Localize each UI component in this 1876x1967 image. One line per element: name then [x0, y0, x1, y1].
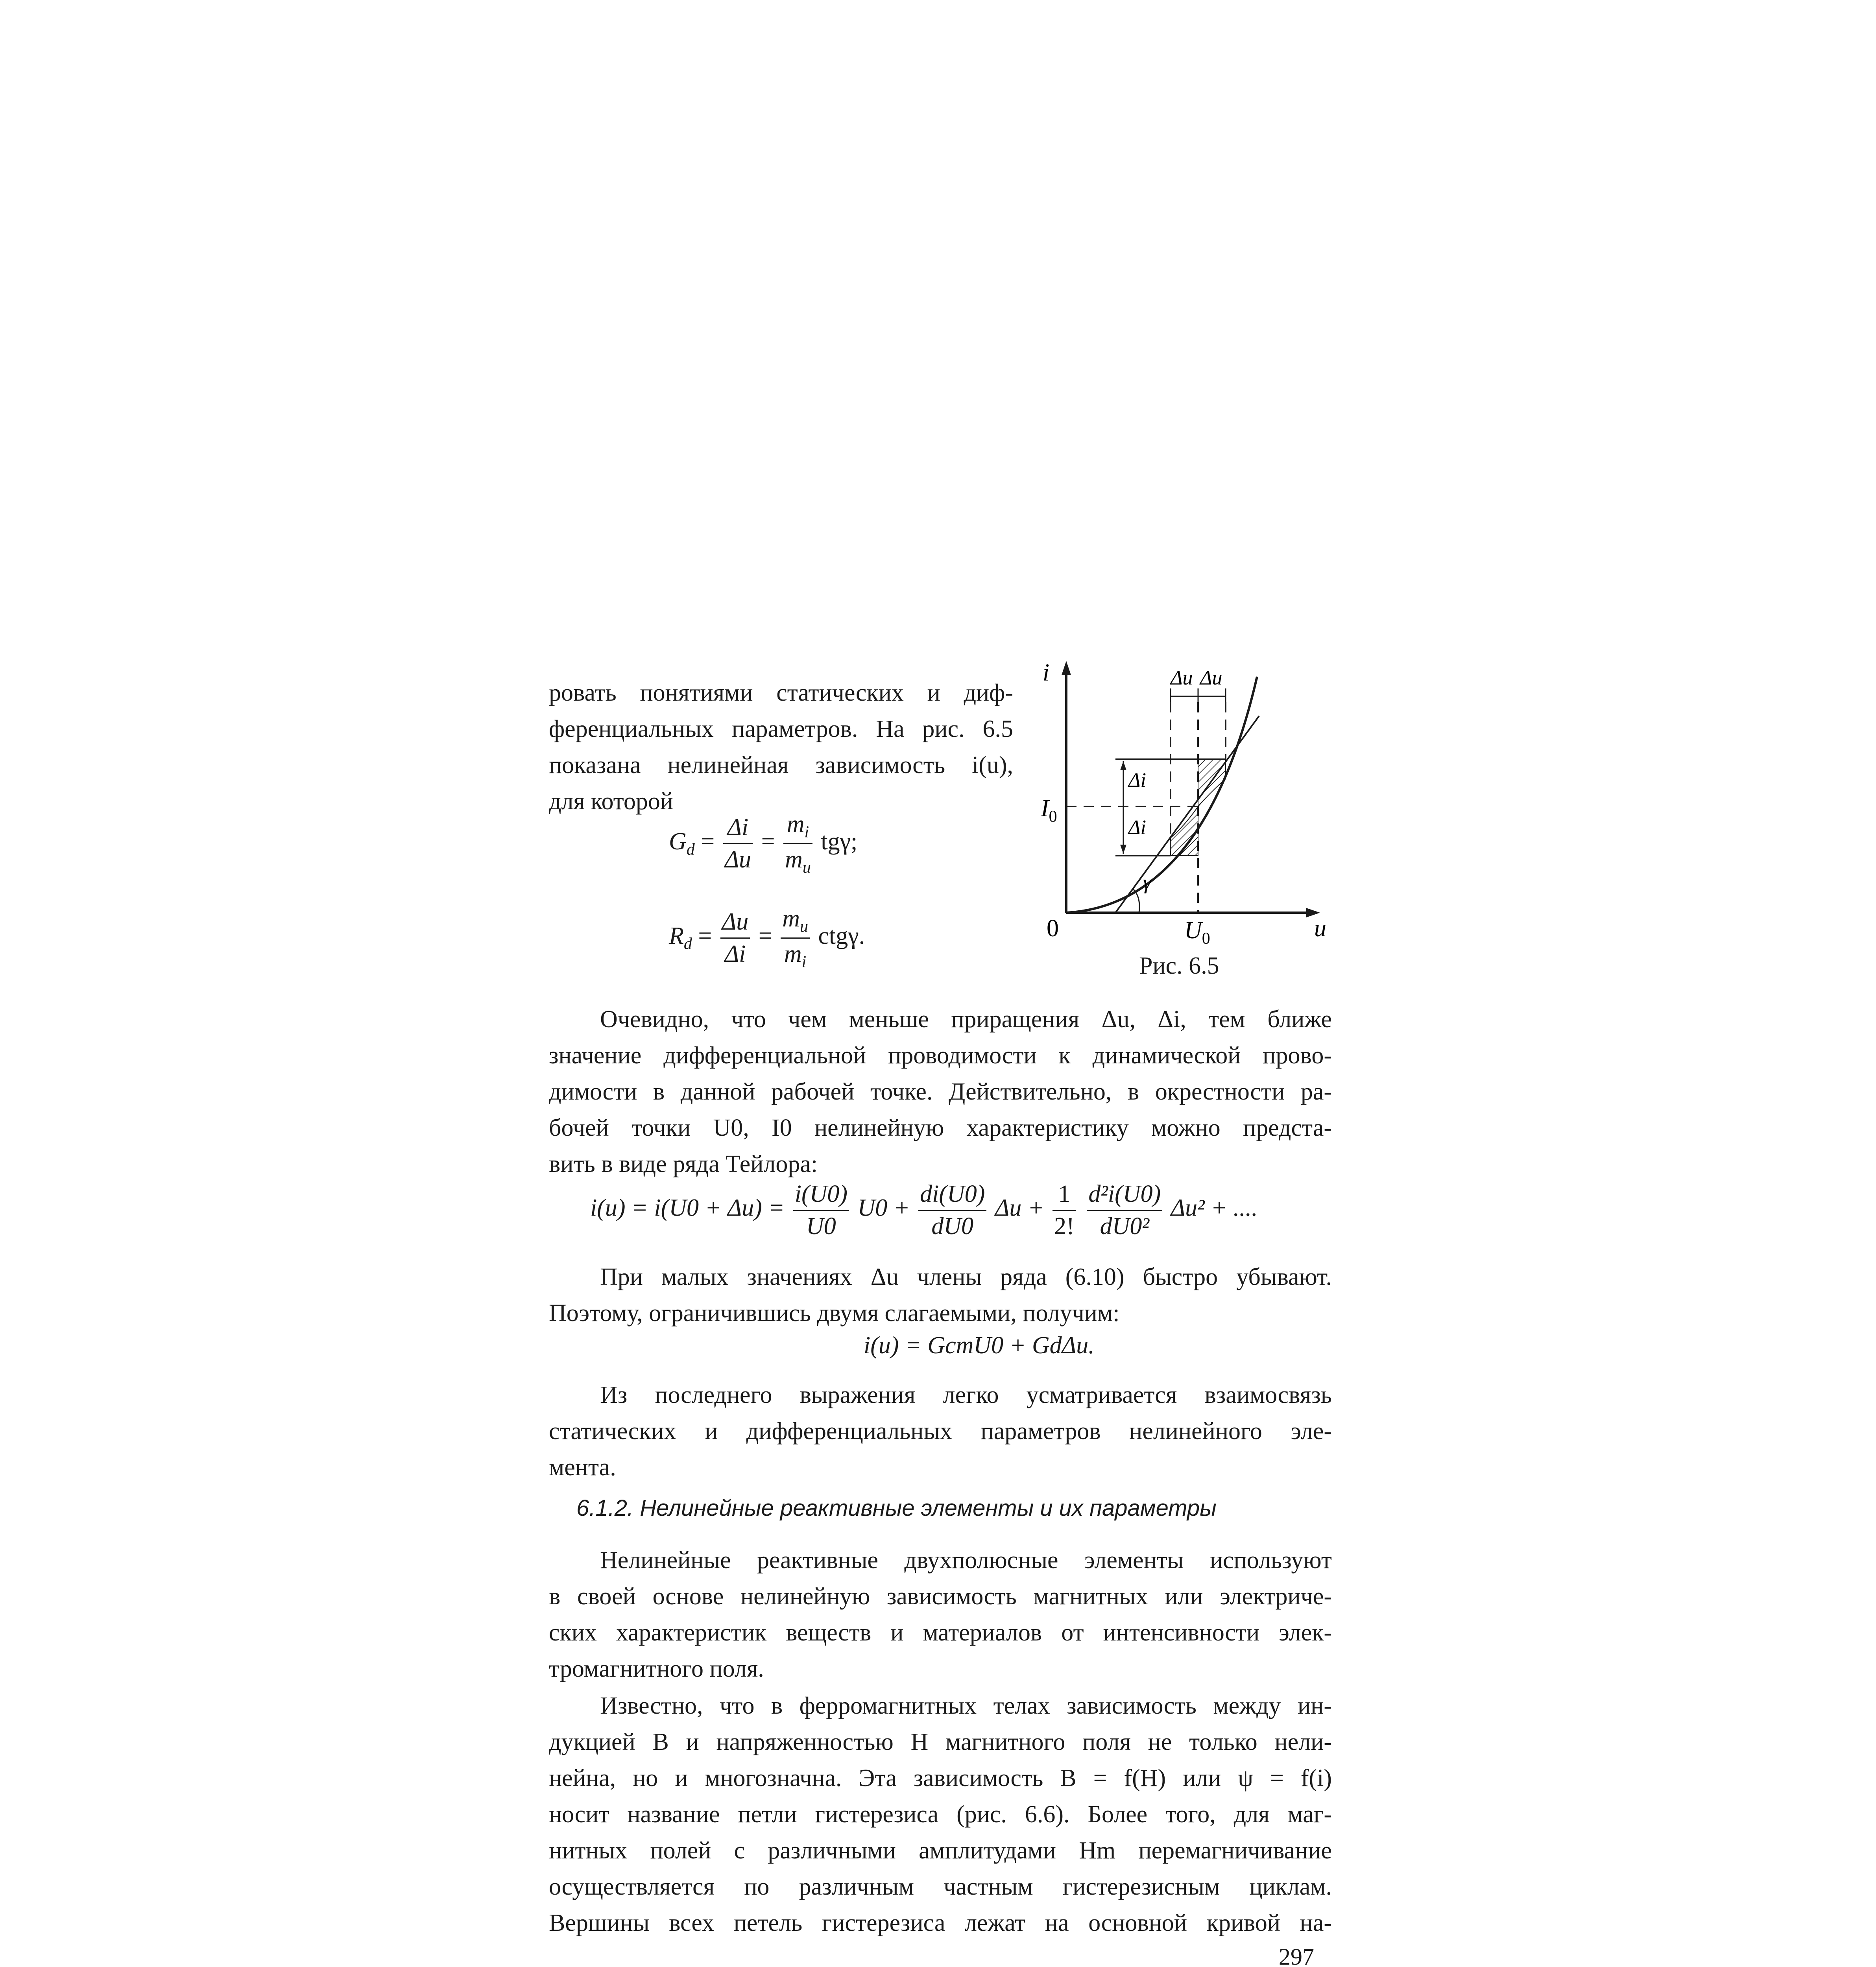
text-line: нейна, но и многозначна. Эта зависимость B = f(H) или ψ = f(i)	[549, 1765, 1332, 1792]
origin-label: 0	[1047, 915, 1059, 942]
i0-label: $I_0$	[1041, 795, 1057, 826]
axis-label-i: i	[1043, 661, 1050, 686]
text-line: Вершины всех петель гистерезиса лежат на основной кривой на-	[549, 1910, 1332, 1936]
text-line: значение дифференциальной проводимости к динамической прово-	[549, 1042, 1332, 1069]
fraction: $\frac{\Delta u}{\Delta i}$	[720, 908, 750, 968]
u0-label: $U_0$	[1184, 917, 1210, 948]
formula-gd: $G_d$ = $\frac{\Delta i}{\Delta u}$ = $\frac{m_i}{m_u}$ tgγ;	[669, 811, 858, 877]
paragraph-3	[549, 1377, 1332, 1485]
figure-caption: Рис. 6.5	[1139, 952, 1219, 979]
page-number: 297	[1279, 1944, 1314, 1967]
text-line: Поэтому, ограничившись двумя слагаемыми, получим:	[549, 1300, 1120, 1327]
text-line: димости в данной рабочей точке. Действительно, в окрестности ра-	[549, 1078, 1332, 1105]
text-line: для которой	[549, 788, 674, 815]
characteristic-curve	[1066, 677, 1257, 913]
fraction: $\frac{m_u}{m_i}$	[781, 905, 810, 972]
text-line: статических и дифференциальных параметров нелинейного эле-	[549, 1418, 1332, 1445]
text-line: осуществляется по различным частным гистерезисным циклам.	[549, 1873, 1332, 1900]
delta-u-label-right: Δu	[1200, 667, 1222, 689]
paragraph-5	[549, 1688, 1332, 1941]
taylor-series-formula: i(u) = i(U0 + Δu) = $\frac{i(U0)}{U0}$ U0 + $\frac{di(U0)}{dU0}$ Δu + $\frac{1}{2!}$ $\frac{\text{d²i(U0)}}{\text{dU0²}}$ Δu² + ....	[590, 1181, 1258, 1240]
text-line: тромагнитного поля.	[549, 1655, 764, 1682]
fraction: $\frac{\text{d²i(U0)}}{\text{dU0²}}$	[1087, 1180, 1162, 1240]
fraction: $\frac{\Delta i}{\Delta u}$	[723, 814, 753, 874]
text-line: ференциальных параметров. На рис. 6.5	[549, 716, 1013, 742]
text-line: носит название петли гистерезиса (рис. 6.6). Более того, для маг-	[549, 1801, 1332, 1828]
fraction: $\frac{1}{2!}$	[1052, 1180, 1076, 1240]
paragraph-2	[549, 1259, 1332, 1331]
text-line: ровать понятиями статических и диф-	[549, 679, 1013, 706]
text-line: нитных полей с различными амплитудами Hm перемагничивание	[549, 1837, 1332, 1864]
delta-i-label-lower: Δi	[1128, 816, 1146, 839]
delta-u-label-left: Δu	[1171, 667, 1193, 689]
text-line: бочей точки U0, I0 нелинейную характеристику можно предста-	[549, 1115, 1332, 1141]
fraction: $\frac{m_i}{m_u}$	[783, 810, 812, 877]
hatched-upper	[1198, 759, 1226, 806]
text-line: вить в виде ряда Тейлора:	[549, 1151, 818, 1177]
axis-label-u: u	[1314, 915, 1326, 942]
tangent-line	[1115, 716, 1259, 913]
text-line: мента.	[549, 1454, 616, 1481]
text-line: Очевидно, что чем меньше приращения Δu, Δi, тем ближе	[600, 1006, 1332, 1033]
text-line: в своей основе нелинейную зависимость магнитных или электриче-	[549, 1583, 1332, 1610]
delta-i-label-upper: Δi	[1128, 769, 1146, 792]
fraction: $\frac{di(U0)}{dU0}$	[918, 1180, 986, 1240]
gamma-label: γ	[1143, 871, 1151, 894]
text-line: ских характеристик веществ и материалов от интенсивности элек-	[549, 1619, 1332, 1646]
text-line: Из последнего выражения легко усматривается взаимосвязь	[600, 1382, 1332, 1408]
paragraph-4	[549, 1542, 1332, 1687]
figure-6-5	[1039, 661, 1338, 952]
intro-paragraph	[549, 675, 1013, 819]
formula-rd: $R_d$ = $\frac{\Delta u}{\Delta i}$ = $\frac{m_u}{m_i}$ ctgγ.	[669, 905, 865, 971]
text-line: При малых значениях Δu члены ряда (6.10) быстро убывают.	[600, 1264, 1332, 1290]
fraction: $\frac{i(U0)}{U0}$	[793, 1180, 849, 1240]
text-line: Известно, что в ферромагнитных телах зависимость между ин-	[600, 1692, 1332, 1719]
y-axis-arrow	[1062, 661, 1071, 675]
text-line: дукцией B и напряженностью H магнитного поля не только нели-	[549, 1729, 1332, 1755]
formula-short: i(u) = GстU0 + GdΔu.	[864, 1332, 1095, 1359]
paragraph-1	[549, 1001, 1332, 1182]
text-line: Нелинейные реактивные двухполюсные элементы используют	[600, 1547, 1332, 1574]
text-line: показана нелинейная зависимость i(u),	[549, 752, 1013, 779]
section-heading: 6.1.2. Нелинейные реактивные элементы и их параметры	[576, 1495, 1217, 1521]
